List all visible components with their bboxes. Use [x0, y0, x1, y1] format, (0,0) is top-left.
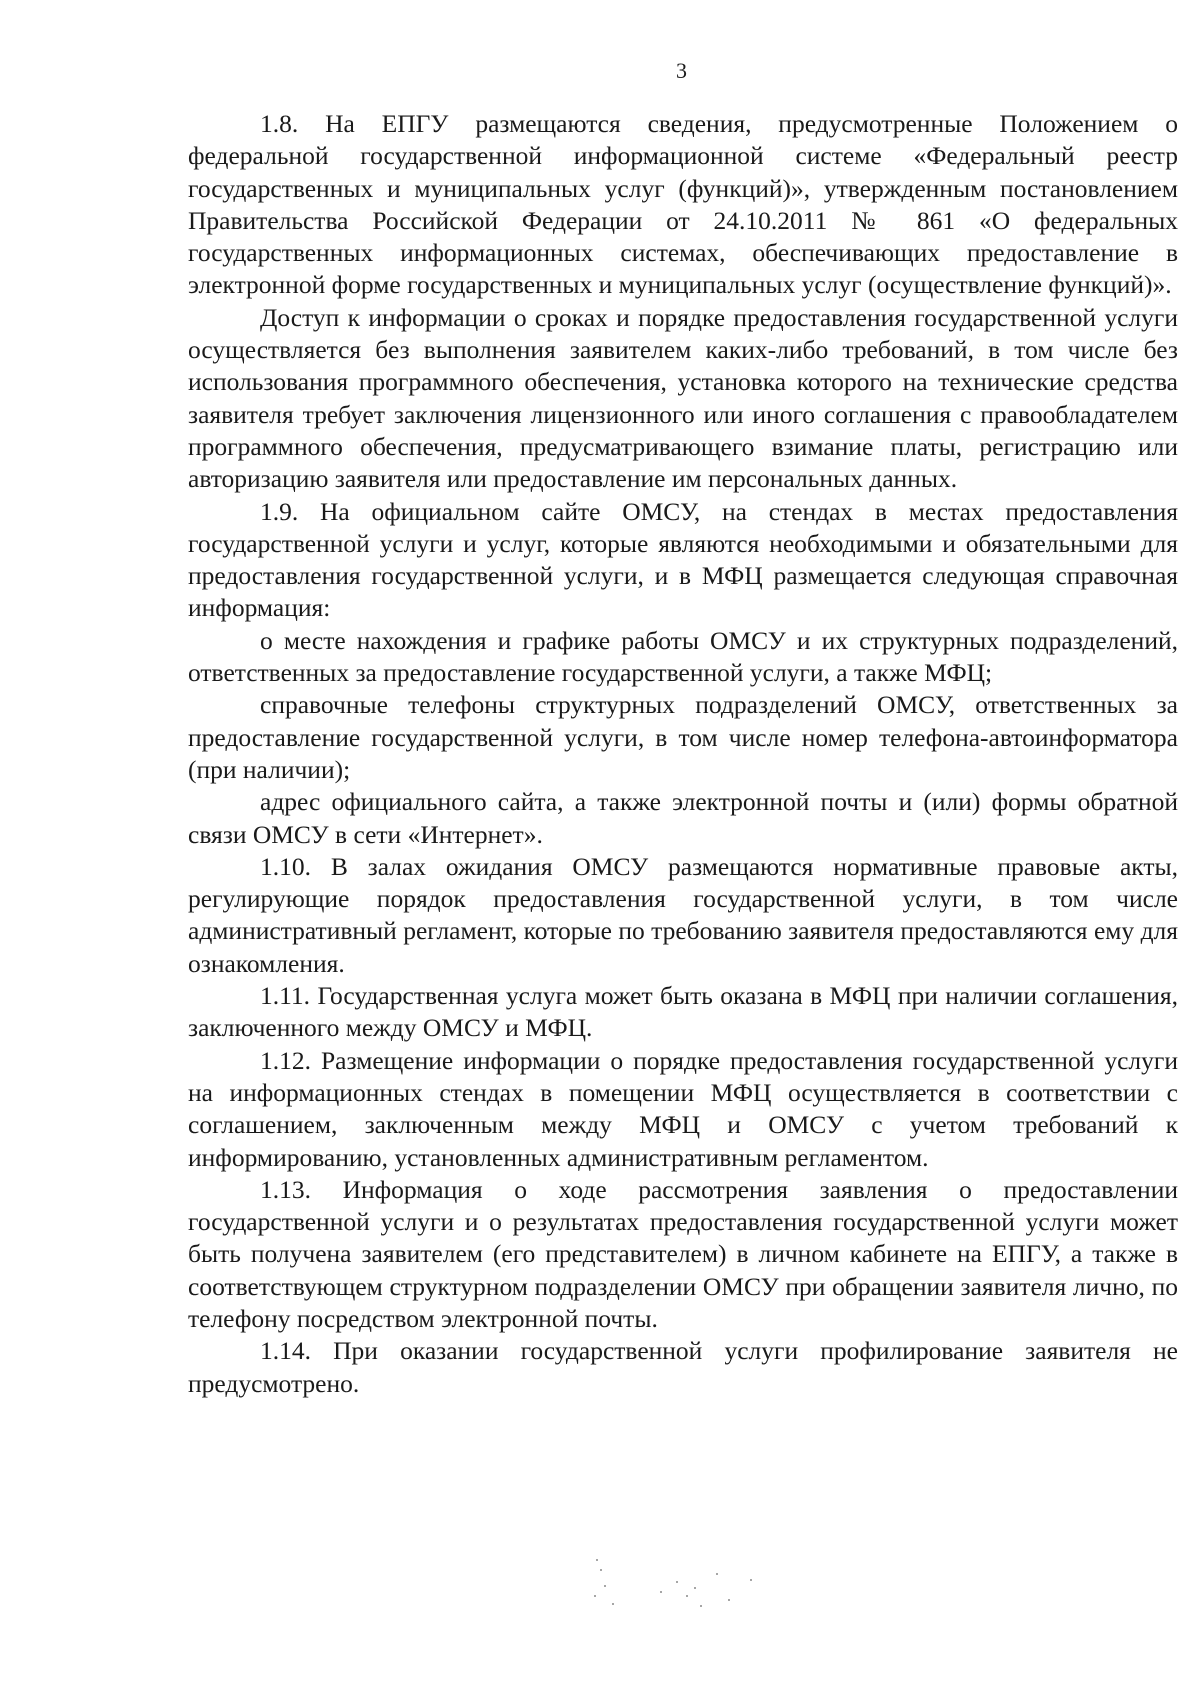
document-body	[188, 108, 1178, 1400]
page-number: 3	[676, 58, 687, 83]
paragraph-1-13: 1.13. Информация о ходе рассмотрения заявления о предоставлении государственной услуги и о результатах предоставления государственной услуги может быть получена заявителем (его представителем) в личном кабинете на ЕПГУ, а также в соответствующем структурном подразделении ОМСУ при обращении заявителя лично, по телефону посредством электронной почты.	[188, 1174, 1178, 1333]
paragraph-reference-phones: справочные телефоны структурных подразделений ОМСУ, ответственных за предоставление государственной услуги, в том числе номер телефона-автоинформатора (при наличии);	[188, 690, 1178, 784]
paragraph-access-info: Доступ к информации о сроках и порядке предоставления государственной услуги осуществляется без выполнения заявителем каких-либо требований, в том числе без использования программного обеспечения, установка которого на технические средства заявителя требует заключения лицензионного или иного соглашения с правообладателем программного обеспечения, предусматривающего взимание платы, регистрацию или авторизацию заявителя или предоставление им персональных данных.	[188, 302, 1178, 494]
paragraph-1-8: 1.8. На ЕПГУ размещаются сведения, предусмотренные Положением о федеральной государственной информационной системе «Федеральный реестр государственных и муниципальных услуг (функций)», утвержденным постановлением Правительства Российской Федерации от 24.10.2011 № 861 «О федеральных государственных информационных системах, обеспечивающих предоставление в электронной форме государственных и муниципальных услуг (осуществление функций)».	[188, 109, 1178, 300]
paragraph-1-14: 1.14. При оказании государственной услуги профилирование заявителя не предусмотрено.	[188, 1336, 1178, 1398]
paragraph-location-schedule: о месте нахождения и графике работы ОМСУ и их структурных подразделений, ответственных за предоставление государственной услуги, а также МФЦ;	[188, 625, 1178, 688]
paragraph-1-10: 1.10. В залах ожидания ОМСУ размещаются нормативные правовые акты, регулирующие порядок предоставления государственной услуги, в том числе административный регламент, которые по требованию заявителя предоставляются ему для ознакомления.	[188, 851, 1178, 978]
paragraph-1-11: 1.11. Государственная услуга может быть оказана в МФЦ при наличии соглашения, заключенного между ОМСУ и МФЦ.	[188, 981, 1178, 1043]
paragraph-website-address: адрес официального сайта, а также электронной почты и (или) формы обратной связи ОМСУ в сети «Интернет».	[188, 787, 1178, 849]
scan-artifact-dots	[590, 1555, 770, 1625]
paragraph-1-9: 1.9. На официальном сайте ОМСУ, на стендах в местах предоставления государственной услуги и услуг, которые являются необходимыми и обязательными для предоставления государственной услуги, и в МФЦ размещается следующая справочная информация:	[188, 496, 1178, 623]
paragraph-1-12: 1.12. Размещение информации о порядке предоставления государственной услуги на информационных стендах в помещении МФЦ осуществляется в соответствии с соглашением, заключенным между МФЦ и ОМСУ с учетом требований к информированию, установленных административным регламентом.	[188, 1045, 1178, 1172]
